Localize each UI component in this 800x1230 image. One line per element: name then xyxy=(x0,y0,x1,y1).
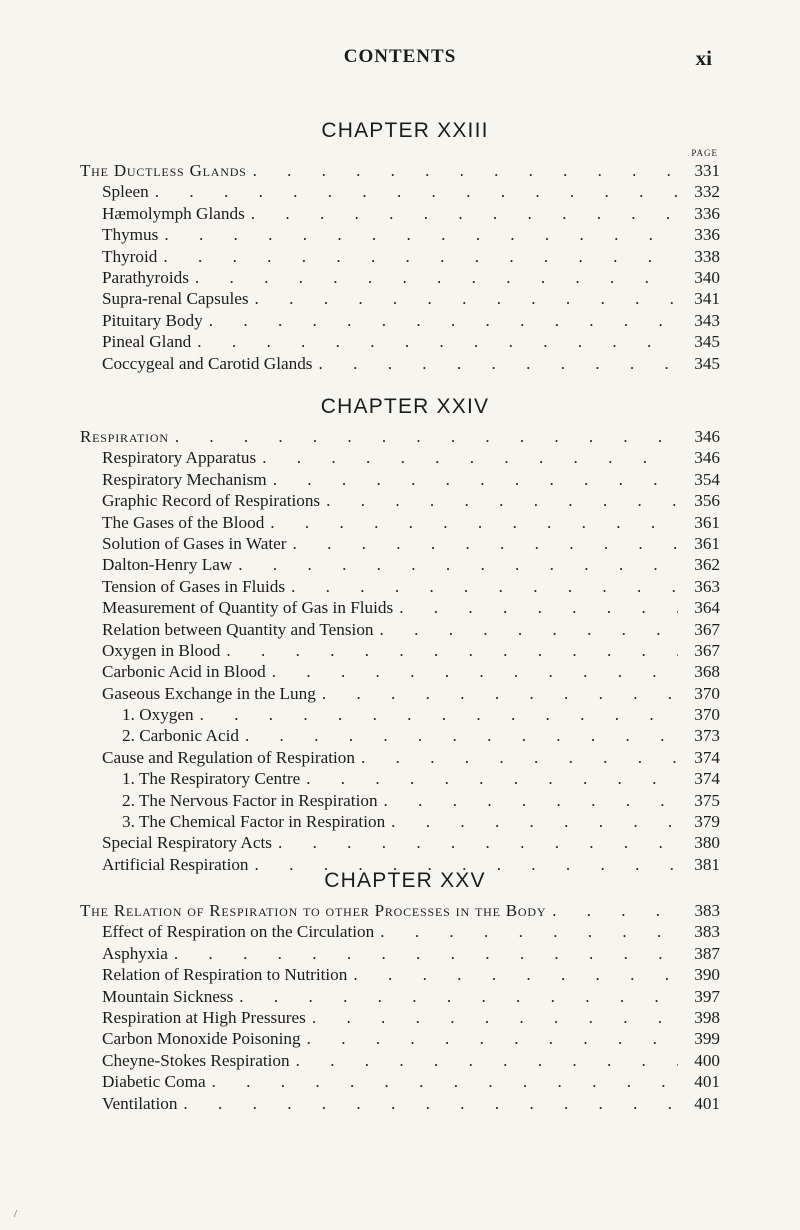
dot-leader xyxy=(319,353,679,374)
toc-entry-page: 379 xyxy=(694,812,720,832)
toc-entry-title: Special Respiratory Acts xyxy=(102,833,272,853)
toc-entry[interactable] xyxy=(80,921,720,942)
toc-entry[interactable] xyxy=(80,1007,720,1028)
toc-entry-title: Effect of Respiration on the Circulation xyxy=(102,922,375,942)
toc-entry-title: Ventilation xyxy=(102,1093,178,1113)
toc-entry-title: Parathyroids xyxy=(102,267,189,287)
toc-entry[interactable] xyxy=(80,661,720,682)
dot-leader xyxy=(197,331,678,352)
toc-entry-title: Dalton-Henry Law xyxy=(102,555,233,575)
dot-leader xyxy=(278,832,678,853)
dot-leader xyxy=(239,986,678,1007)
toc-entry-page: 370 xyxy=(694,705,720,725)
dot-leader xyxy=(209,310,678,331)
toc-entry-page: 336 xyxy=(694,203,720,223)
dot-leader xyxy=(238,554,678,575)
toc-entry-title: Relation of Respiration to Nutrition xyxy=(102,965,348,985)
toc-entry-title: Diabetic Coma xyxy=(102,1072,206,1092)
toc-entry[interactable] xyxy=(80,267,720,288)
chapter-heading: CHAPTER XXIV xyxy=(320,395,490,418)
toc-entry-title: The Relation of Respiration to other Processes in the Body xyxy=(80,901,547,920)
dot-leader xyxy=(273,469,678,490)
toc-entry-title: Carbonic Acid in Blood xyxy=(102,662,266,682)
dot-leader xyxy=(175,426,678,447)
toc-entry-page: 338 xyxy=(694,246,720,266)
toc-entry[interactable] xyxy=(80,469,720,490)
dot-leader xyxy=(272,661,678,682)
dot-leader xyxy=(253,160,678,181)
dot-leader xyxy=(200,704,678,725)
dot-leader xyxy=(251,203,678,224)
toc-entry-page: 383 xyxy=(694,901,720,920)
toc-entry-title: Thymus xyxy=(102,225,159,245)
toc-entry-page: 397 xyxy=(694,986,720,1006)
toc-entry-page: 400 xyxy=(694,1050,720,1070)
toc-entry-title: Respiratory Apparatus xyxy=(102,448,257,468)
toc-entry-title: Relation between Quantity and Tension xyxy=(102,619,374,639)
dot-leader xyxy=(164,224,678,245)
dot-leader xyxy=(380,619,678,640)
toc-entry-title: 2. Carbonic Acid xyxy=(122,726,239,746)
toc-entry-page: 375 xyxy=(694,790,720,810)
toc-entry[interactable] xyxy=(80,1028,720,1049)
dot-leader xyxy=(174,943,678,964)
dot-leader xyxy=(312,1007,678,1028)
toc-entry-page: 332 xyxy=(694,182,720,202)
chapter-23-section xyxy=(80,116,720,374)
toc-entry[interactable] xyxy=(80,181,720,202)
toc-entry-page: 367 xyxy=(694,640,720,660)
toc-entry[interactable] xyxy=(80,597,720,618)
toc-entry[interactable] xyxy=(80,447,720,468)
toc-entry-page: 374 xyxy=(694,747,720,767)
toc-entry[interactable] xyxy=(80,832,720,853)
toc-entry-page: 361 xyxy=(694,533,720,553)
toc-entry[interactable] xyxy=(80,331,720,352)
toc-entry-page: 331 xyxy=(694,161,720,180)
dot-leader xyxy=(361,747,678,768)
toc-entry-title: Pituitary Body xyxy=(102,310,203,330)
toc-entry-title: Mountain Sickness xyxy=(102,986,234,1006)
toc-entry-title: Respiratory Mechanism xyxy=(102,469,267,489)
dot-leader xyxy=(212,1071,678,1092)
running-header xyxy=(0,46,800,72)
toc-entry-title: Spleen xyxy=(102,182,149,202)
toc-entry-title: Hæmolymph Glands xyxy=(102,203,245,223)
toc-entry[interactable] xyxy=(80,790,720,811)
toc-entry-title: Cause and Regulation of Respiration xyxy=(102,747,355,767)
toc-entry-page: 364 xyxy=(694,598,720,618)
chapter-25-section xyxy=(80,866,720,1114)
toc-entry[interactable] xyxy=(80,224,720,245)
toc-entry[interactable] xyxy=(80,640,720,661)
running-title: CONTENTS xyxy=(343,46,457,67)
dot-leader xyxy=(307,1028,678,1049)
toc-entry-page: 383 xyxy=(694,922,720,942)
toc-entry-title: Oxygen in Blood xyxy=(102,640,221,660)
toc-entry[interactable] xyxy=(80,426,720,447)
toc-entry-page: 373 xyxy=(694,726,720,746)
toc-entry-title: Tension of Gases in Fluids xyxy=(102,576,286,596)
toc-entry[interactable] xyxy=(80,576,720,597)
toc-entry-title: 1. Oxygen xyxy=(122,705,194,725)
toc-entry[interactable] xyxy=(80,533,720,554)
chapter-24-section xyxy=(80,392,720,875)
toc-entry[interactable] xyxy=(80,900,720,921)
dot-leader xyxy=(255,288,678,309)
dot-leader xyxy=(322,683,678,704)
toc-entry-page: 362 xyxy=(694,555,720,575)
toc-entry-page: 345 xyxy=(694,332,720,352)
toc-entry[interactable] xyxy=(80,246,720,267)
toc-entry-page: 361 xyxy=(694,512,720,532)
toc-entry-title: Thyroid xyxy=(102,246,158,266)
dot-leader xyxy=(270,512,678,533)
toc-entry-title: Cheyne-Stokes Respiration xyxy=(102,1050,290,1070)
toc-entry[interactable] xyxy=(80,768,720,789)
toc-entry[interactable] xyxy=(80,490,720,511)
toc-entry[interactable] xyxy=(80,353,720,374)
toc-entry-page: 401 xyxy=(694,1093,720,1113)
dot-leader xyxy=(155,181,678,202)
toc-entry-title: Coccygeal and Carotid Glands xyxy=(102,353,313,373)
toc-entry-title: Asphyxia xyxy=(102,943,168,963)
dot-leader xyxy=(262,447,678,468)
toc-entry[interactable] xyxy=(80,288,720,309)
toc-entry-page: 390 xyxy=(694,965,720,985)
toc-entry[interactable] xyxy=(80,986,720,1007)
toc-entry[interactable] xyxy=(80,1093,720,1114)
dot-leader xyxy=(306,768,678,789)
toc-entry[interactable] xyxy=(80,619,720,640)
toc-entry-page: 336 xyxy=(694,225,720,245)
toc-entry-title: The Ductless Glands xyxy=(80,161,247,180)
toc-entry-title: Solution of Gases in Water xyxy=(102,533,287,553)
toc-entry-title: Gaseous Exchange in the Lung xyxy=(102,683,316,703)
dot-leader xyxy=(384,790,678,811)
toc-entry[interactable] xyxy=(80,964,720,985)
dot-leader xyxy=(245,725,678,746)
toc-entry-page: 340 xyxy=(694,267,720,287)
dot-leader xyxy=(399,597,678,618)
toc-entry-title: Carbon Monoxide Poisoning xyxy=(102,1029,301,1049)
page-number: xi xyxy=(695,46,712,70)
dot-leader xyxy=(380,921,678,942)
toc-entry-page: 387 xyxy=(694,943,720,963)
page-column-label: PAGE xyxy=(691,148,718,158)
dot-leader xyxy=(163,246,678,267)
toc-entry-title: Respiration xyxy=(80,427,169,446)
toc-entry-title: Measurement of Quantity of Gas in Fluids xyxy=(102,598,394,618)
margin-mark: / xyxy=(14,1208,18,1220)
toc-entry-page: 356 xyxy=(694,491,720,511)
toc-entry[interactable] xyxy=(80,811,720,832)
toc-entry[interactable] xyxy=(80,310,720,331)
toc-entry-title: Supra-renal Capsules xyxy=(102,289,249,309)
toc-entry-page: 345 xyxy=(694,353,720,373)
toc-entry-page: 341 xyxy=(694,289,720,309)
dot-leader xyxy=(391,811,678,832)
toc-entry-title: Artificial Respiration xyxy=(102,854,249,874)
toc-entry-title: Respiration at High Pressures xyxy=(102,1007,306,1027)
toc-entry-title: 1. The Respiratory Centre xyxy=(122,769,301,789)
toc-entry[interactable] xyxy=(80,747,720,768)
toc-entry[interactable] xyxy=(80,554,720,575)
toc-entry-page: 354 xyxy=(694,469,720,489)
toc-entry-title: 2. The Nervous Factor in Respiration xyxy=(122,790,378,810)
toc-entry-title: The Gases of the Blood xyxy=(102,512,265,532)
toc-entry-title: 3. The Chemical Factor in Respiration xyxy=(122,812,386,832)
dot-leader xyxy=(353,964,678,985)
toc-entry[interactable] xyxy=(80,160,720,181)
toc-entry-page: 380 xyxy=(694,833,720,853)
toc-entry-page: 343 xyxy=(694,310,720,330)
dot-leader xyxy=(183,1093,678,1114)
dot-leader xyxy=(552,900,678,921)
toc-entry[interactable] xyxy=(80,704,720,725)
toc-entry-page: 374 xyxy=(694,769,720,789)
toc-entry[interactable] xyxy=(80,1050,720,1071)
toc-entry-page: 381 xyxy=(694,854,720,874)
toc-entry[interactable] xyxy=(80,1071,720,1092)
chapter-heading: CHAPTER XXV xyxy=(324,869,486,892)
dot-leader xyxy=(291,576,678,597)
toc-entry-title: Pineal Gland xyxy=(102,332,192,352)
toc-entry-page: 399 xyxy=(694,1029,720,1049)
dot-leader xyxy=(296,1050,678,1071)
toc-entry-page: 363 xyxy=(694,576,720,596)
toc-entry-page: 367 xyxy=(694,619,720,639)
dot-leader xyxy=(326,490,678,511)
chapter-heading: CHAPTER XXIII xyxy=(321,119,489,142)
toc-entry-title: Graphic Record of Respirations xyxy=(102,491,321,511)
toc-entry[interactable] xyxy=(80,943,720,964)
toc-entry-page: 346 xyxy=(694,427,720,446)
toc-entry[interactable] xyxy=(80,683,720,704)
toc-entry-page: 398 xyxy=(694,1007,720,1027)
toc-entry-page: 346 xyxy=(694,448,720,468)
dot-leader xyxy=(226,640,678,661)
toc-entry-page: 370 xyxy=(694,683,720,703)
toc-entry[interactable] xyxy=(80,725,720,746)
dot-leader xyxy=(292,533,678,554)
toc-entry-page: 401 xyxy=(694,1072,720,1092)
toc-entry-page: 368 xyxy=(694,662,720,682)
toc-entry[interactable] xyxy=(80,512,720,533)
toc-entry[interactable] xyxy=(80,203,720,224)
dot-leader xyxy=(195,267,678,288)
